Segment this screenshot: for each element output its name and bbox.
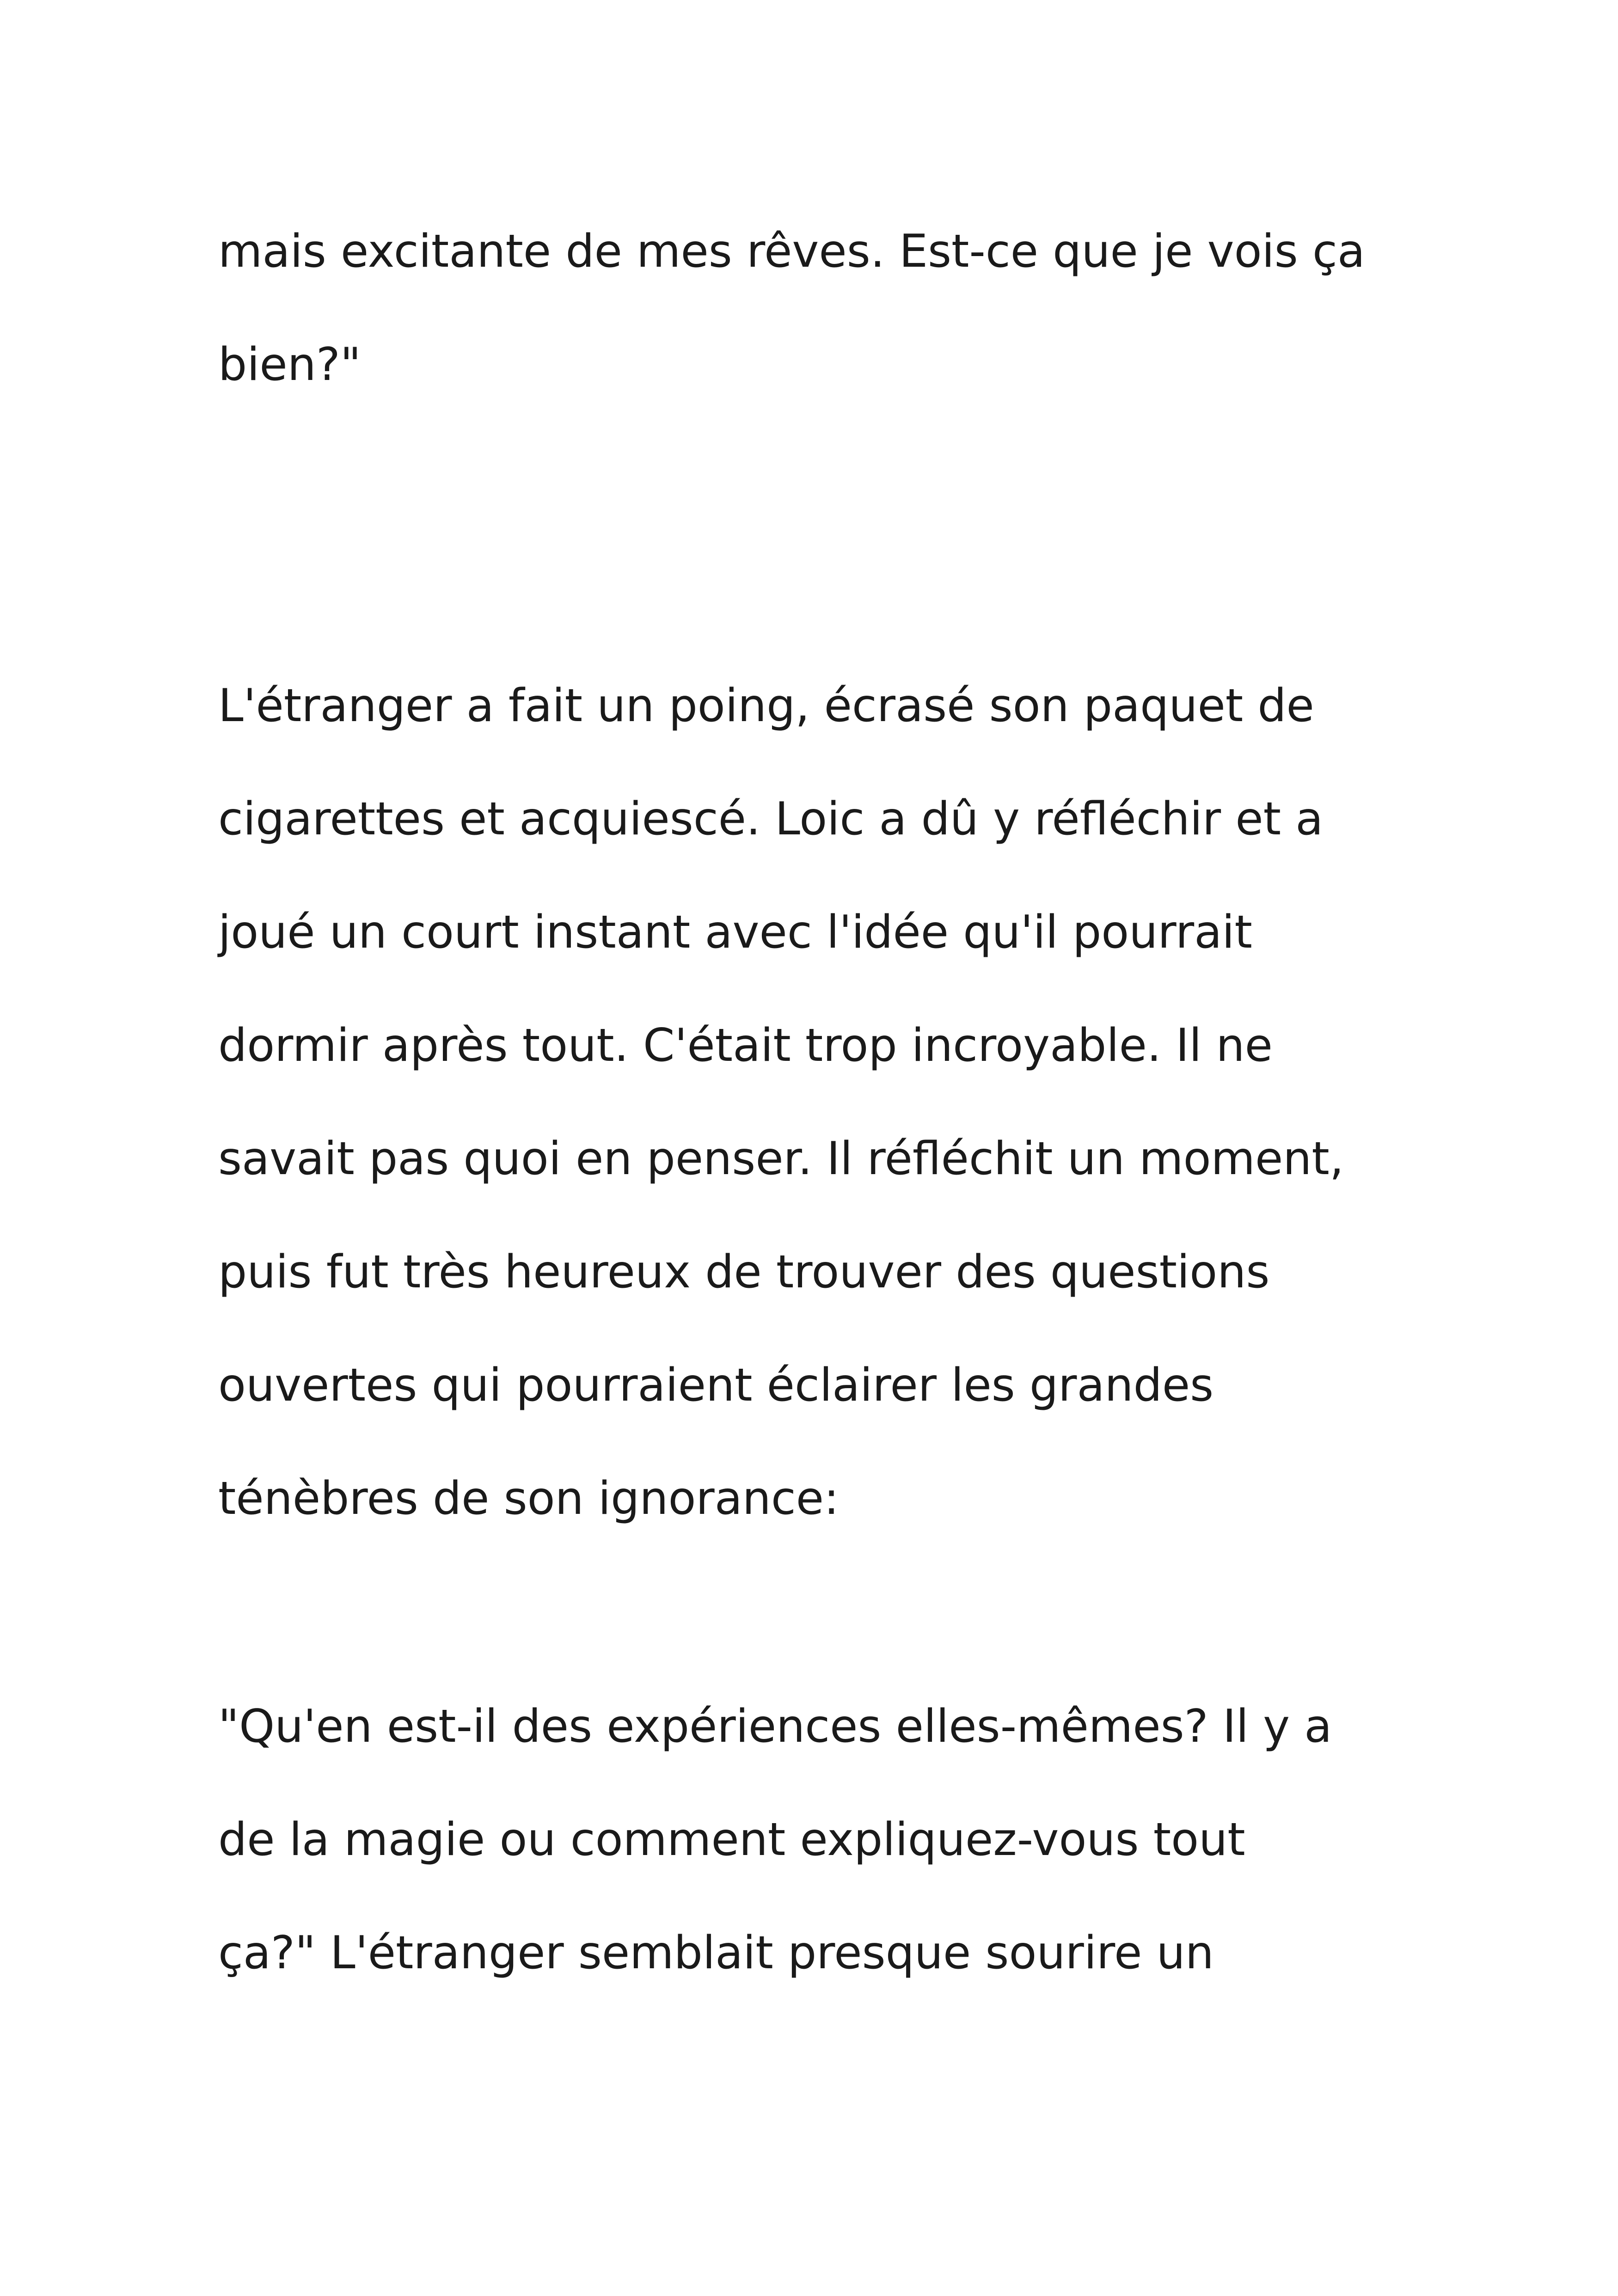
text-line: bien?" bbox=[218, 338, 361, 391]
text-line: ténèbres de son ignorance: bbox=[218, 1472, 840, 1525]
text-line: L'étranger a fait un poing, écrasé son paquet de bbox=[218, 680, 1314, 732]
text-line: ouvertes qui pourraient éclairer les grandes bbox=[218, 1359, 1214, 1412]
text-line: dormir après tout. C'était trop incroyable. Il ne bbox=[218, 1019, 1273, 1072]
text-line: cigarettes et acquiescé. Loic a dû y réfléchir et a bbox=[218, 793, 1324, 845]
text-line: mais excitante de mes rêves. Est-ce que je vois ça bbox=[218, 225, 1365, 278]
text-line: de la magie ou comment expliquez-vous tout bbox=[218, 1813, 1245, 1866]
text-line: puis fut très heureux de trouver des questions bbox=[218, 1246, 1270, 1298]
text-line: joué un court instant avec l'idée qu'il pourrait bbox=[218, 906, 1252, 959]
text-line: ça?" L'étranger semblait presque sourire un bbox=[218, 1927, 1214, 1979]
text-line: "Qu'en est-il des expériences elles-mêmes? Il y a bbox=[218, 1700, 1332, 1753]
text-line: savait pas quoi en penser. Il réfléchit un moment, bbox=[218, 1133, 1344, 1185]
